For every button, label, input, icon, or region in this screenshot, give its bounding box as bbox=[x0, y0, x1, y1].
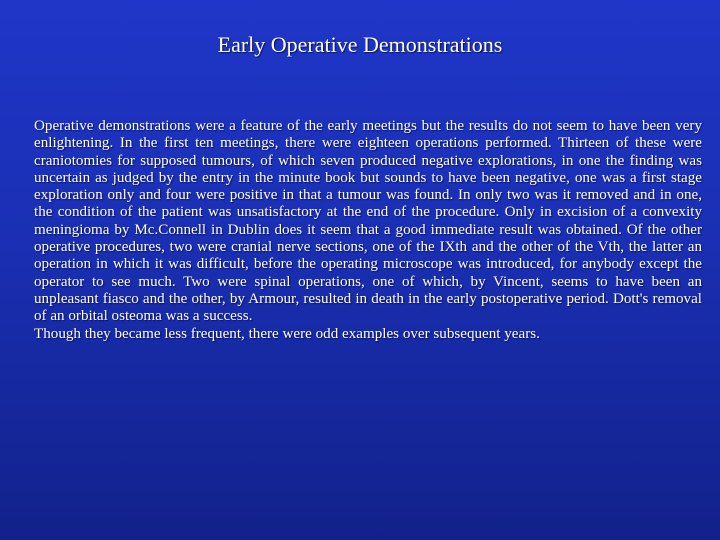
slide-title: Early Operative Demonstrations bbox=[217, 32, 503, 57]
body-paragraph-1: Operative demonstrations were a feature of the early meetings but the results do not seem to have been very enlightening. In the first ten meetings, there were eighteen operations performed. Thirteen of these were craniotomies for supposed tumours, of which seven produced negative explorations, in one the finding was uncertain as judged by the entry in the minute book but sounds to have been negative, one was a first stage exploration only and four were positive in that a tumour was found. In only two was it removed and in one, the condition of the patient was unsatisfactory at the end of the procedure. Only in excision of a convexity meningioma by Mc.Connell in Dublin does it seem that a good immediate result was obtained. Of the other operative procedures, two were cranial nerve sections, one of the IXth and the other of the Vth, the latter an operation in which it was difficult, before the operating microscope was introduced, for anybody except the operator to see much. Two were spinal operations, one of which, by Vincent, seems to have been an unpleasant fiasco and the other, by Armour, resulted in death in the early postoperative period. Dott's removal of an orbital osteoma was a success. bbox=[34, 118, 702, 325]
slide-body bbox=[34, 118, 702, 343]
body-paragraph-2: Though they became less frequent, there were odd examples over subsequent years. bbox=[34, 325, 540, 342]
